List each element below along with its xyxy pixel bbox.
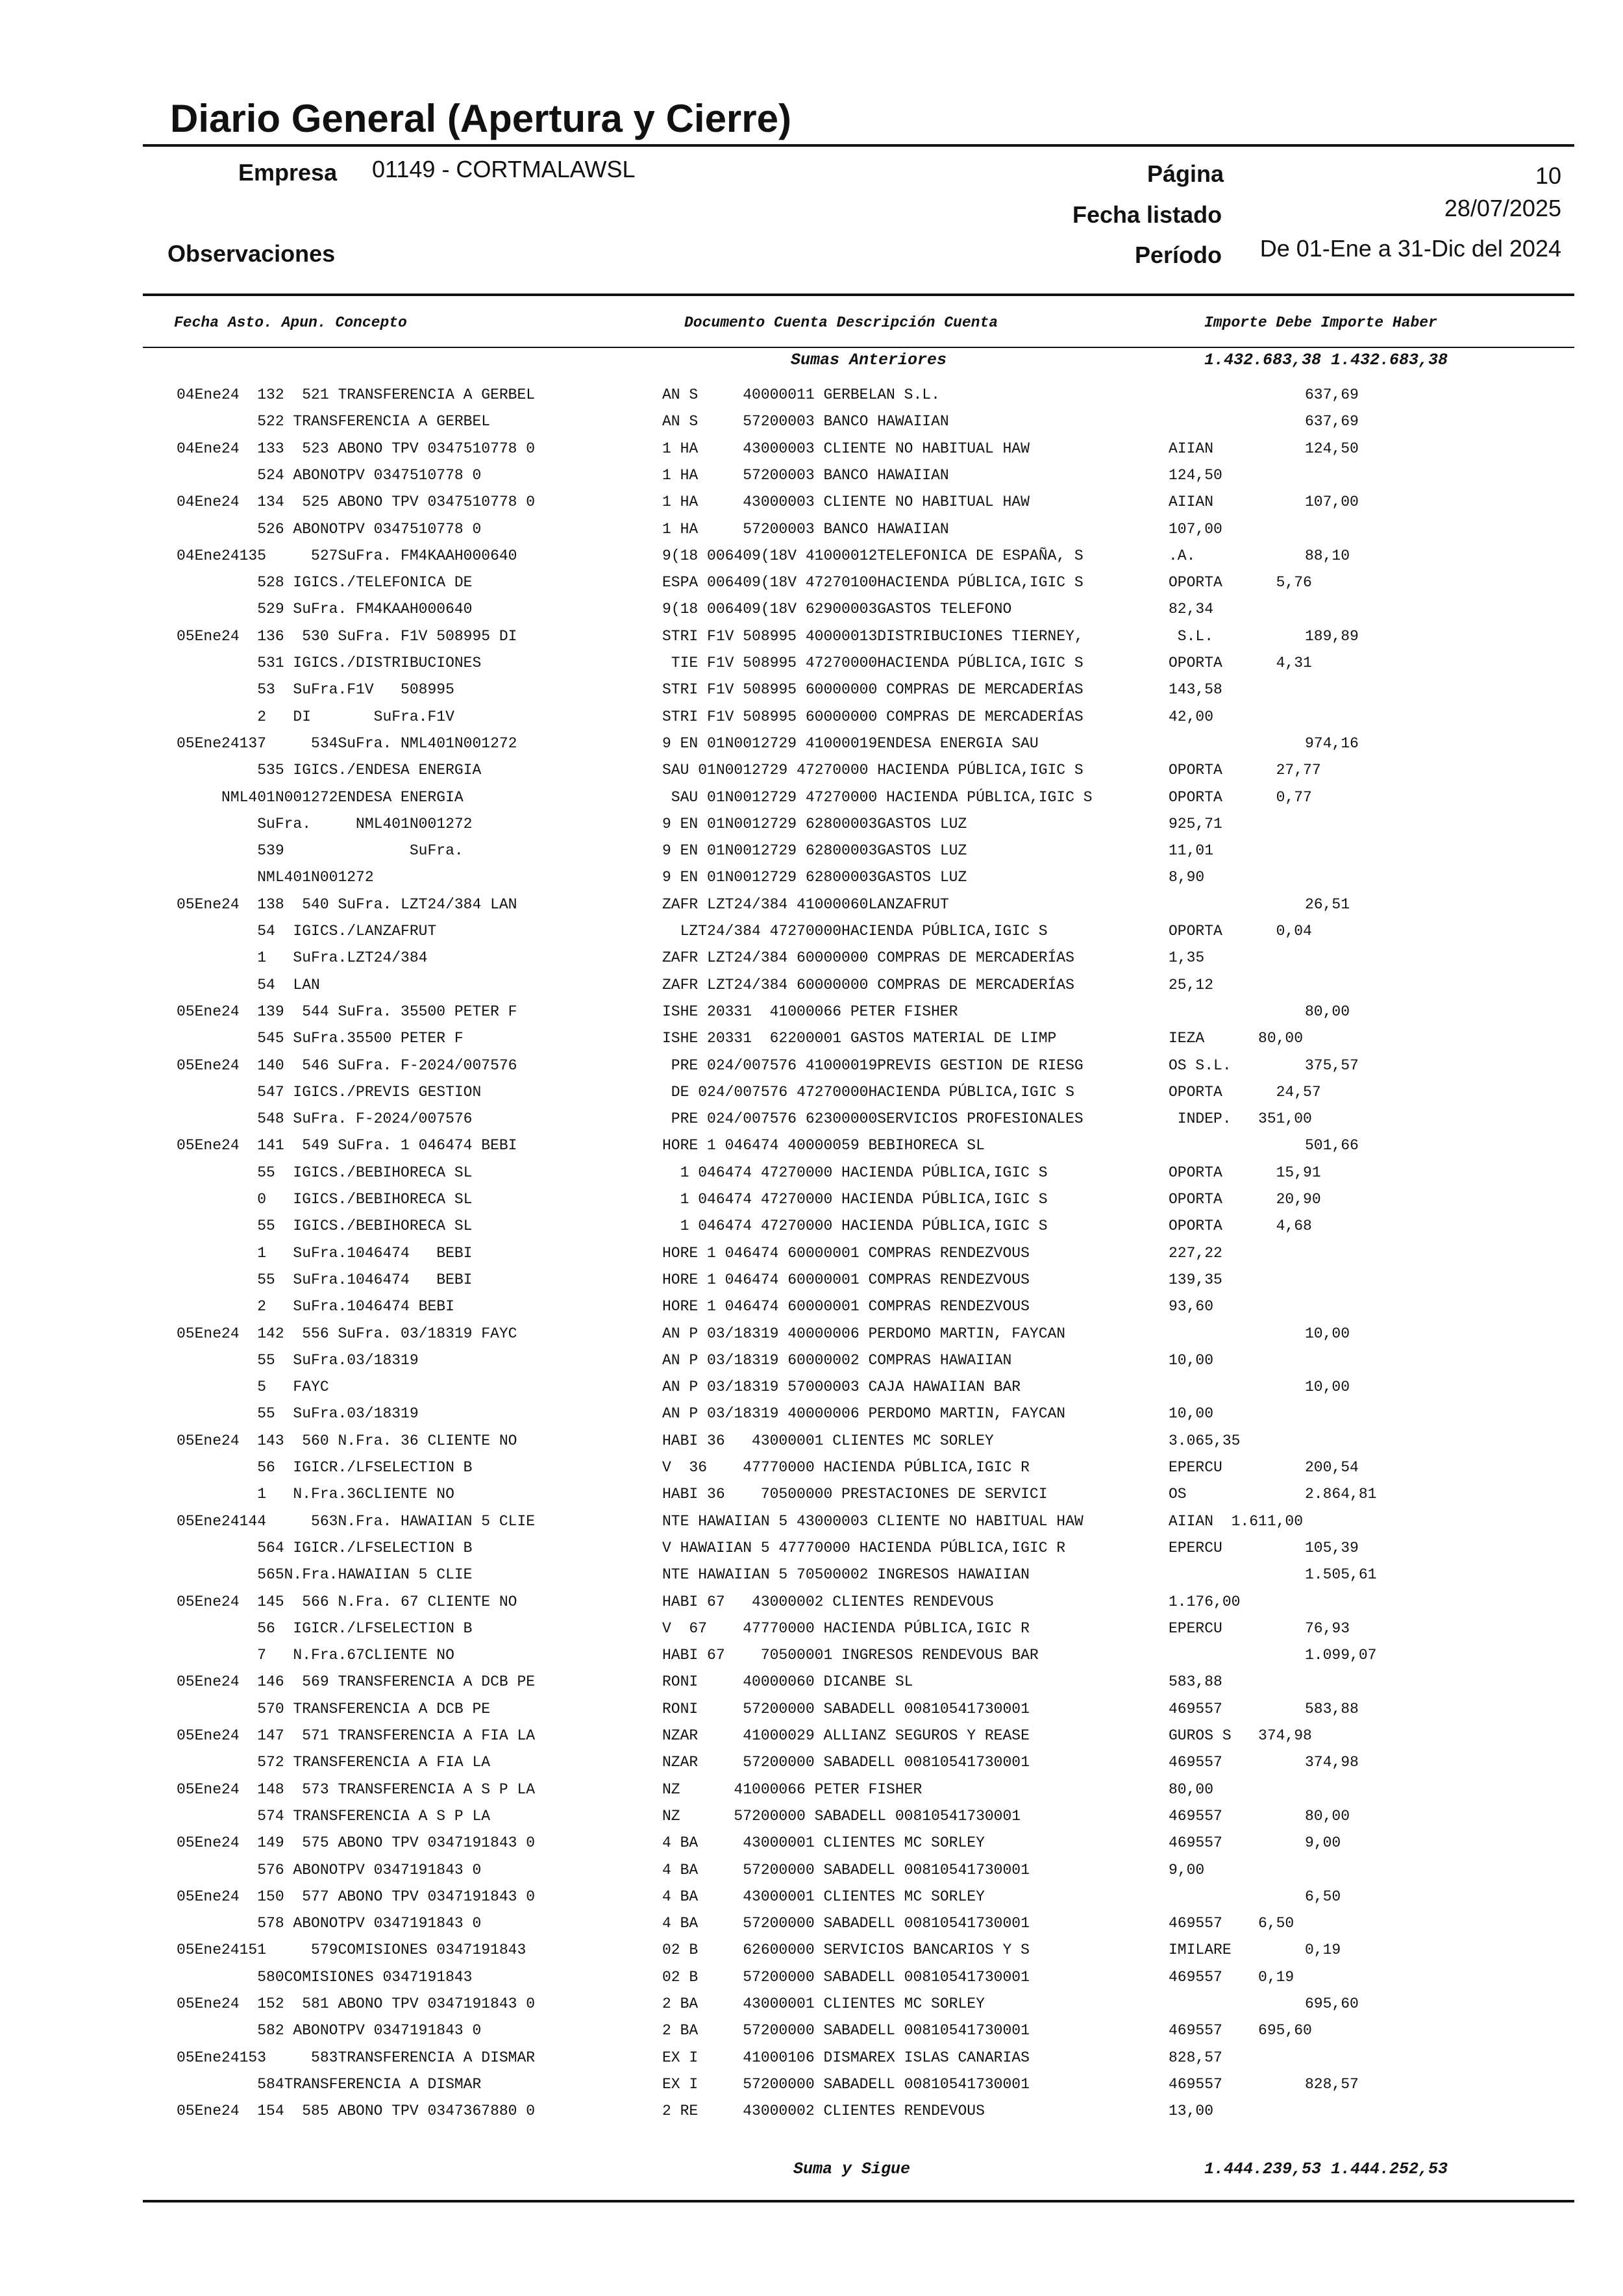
row-concepto: 56 IGICR./LFSELECTION B (177, 1619, 473, 1637)
column-header-left: Fecha Asto. Apun. Concepto (174, 314, 407, 331)
row-importe-haber: 6,50 (1305, 1888, 1341, 1905)
row-concepto: 05Ene24137 534SuFra. NML401N001272 (177, 734, 517, 752)
row-importe-debe: OS S.L. (1169, 1056, 1232, 1074)
table-row (0, 838, 1623, 864)
row-cuenta: SAU 01N0012729 47270000 HACIENDA PÚBLICA,IGIC S (662, 762, 1084, 779)
row-importe-haber: 637,69 (1305, 386, 1359, 403)
row-cuenta: 02 B 62600000 SERVICIOS BANCARIOS Y S (662, 1941, 1030, 1959)
row-concepto: 05Ene24 140 546 SuFra. F-2024/007576 (177, 1056, 517, 1074)
table-row (0, 1132, 1623, 1158)
row-importe-debe: 107,00 (1169, 520, 1222, 538)
table-row (0, 892, 1623, 917)
table-row (0, 489, 1623, 515)
row-cuenta: NTE HAWAIIAN 5 43000003 CLIENTE NO HABITUAL HAW (662, 1512, 1084, 1530)
row-concepto: 55 IGICS./BEBIHORECA SL (177, 1164, 473, 1181)
table-row (0, 1347, 1623, 1373)
table-row (0, 1374, 1623, 1400)
row-concepto: 576 ABONOTPV 0347191843 0 (177, 1861, 482, 1878)
row-importe-debe: INDEP. 351,00 (1169, 1110, 1312, 1128)
row-concepto: 05Ene24 152 581 ABONO TPV 0347191843 0 (177, 1995, 536, 2012)
table-row (0, 945, 1623, 971)
table-row (0, 650, 1623, 676)
row-cuenta: ZAFR LZT24/384 41000060LANZAFRUT (662, 895, 949, 913)
row-cuenta: NZ 57200000 SABADELL 00810541730001 (662, 1807, 1021, 1825)
row-cuenta: 2 BA 57200000 SABADELL 00810541730001 (662, 2022, 1030, 2040)
row-concepto: 5 FAYC (177, 1379, 329, 1396)
row-importe-debe: 583,88 (1169, 1673, 1222, 1691)
row-importe-debe: OPORTA 15,91 (1169, 1164, 1321, 1181)
row-cuenta: NZAR 41000029 ALLIANZ SEGUROS Y REASE (662, 1727, 1030, 1744)
table-row (0, 408, 1623, 434)
row-importe-debe: 42,00 (1169, 708, 1214, 725)
row-importe-debe: 9,00 (1169, 1861, 1205, 1878)
table-row (0, 972, 1623, 998)
row-cuenta: ISHE 20331 41000066 PETER FISHER (662, 1003, 958, 1020)
table-row (0, 1535, 1623, 1561)
row-concepto: 1 N.Fra.36CLIENTE NO (177, 1486, 454, 1503)
row-importe-haber: 974,16 (1305, 734, 1359, 752)
row-cuenta: 1 046474 47270000 HACIENDA PÚBLICA,IGIC S (662, 1191, 1048, 1208)
row-importe-debe: 124,50 (1169, 466, 1222, 484)
row-concepto: 05Ene24 139 544 SuFra. 35500 PETER F (177, 1003, 517, 1020)
row-cuenta: HABI 36 43000001 CLIENTES MC SORLEY (662, 1432, 994, 1449)
table-row (0, 1723, 1623, 1749)
row-importe-debe: 469557 (1169, 1807, 1222, 1825)
table-row (0, 1508, 1623, 1534)
row-concepto: 522 TRANSFERENCIA A GERBEL (177, 413, 491, 430)
row-cuenta: 4 BA 43000001 CLIENTES MC SORLEY (662, 1888, 985, 1905)
suma-y-sigue-label: Suma y Sigue (793, 2160, 911, 2178)
row-concepto: 04Ene24 132 521 TRANSFERENCIA A GERBEL (177, 386, 536, 403)
fecha-listado-label: Fecha listado (1072, 201, 1222, 228)
row-concepto: 524 ABONOTPV 0347510778 0 (177, 466, 482, 484)
row-importe-haber: 0,19 (1305, 1941, 1341, 1959)
row-concepto: NML401N001272ENDESA ENERGIA (177, 788, 464, 806)
row-cuenta: RONI 57200000 SABADELL 00810541730001 (662, 1700, 1030, 1717)
row-importe-haber: 374,98 (1305, 1754, 1359, 1771)
row-concepto: 55 SuFra.03/18319 (177, 1405, 419, 1423)
row-importe-debe: 469557 695,60 (1169, 2022, 1312, 2040)
row-importe-haber: 189,89 (1305, 627, 1359, 645)
row-concepto: 05Ene24 146 569 TRANSFERENCIA A DCB PE (177, 1673, 536, 1691)
row-cuenta: 2 BA 43000001 CLIENTES MC SORLEY (662, 1995, 985, 2012)
row-importe-haber: 107,00 (1305, 493, 1359, 511)
row-importe-debe: 925,71 (1169, 815, 1222, 832)
row-concepto: 54 IGICS./LANZAFRUT (177, 923, 437, 940)
row-concepto: 539 SuFra. (177, 842, 464, 860)
table-row (0, 1964, 1623, 1990)
row-importe-debe: EPERCU (1169, 1459, 1222, 1476)
table-row (0, 516, 1623, 542)
table-row (0, 1401, 1623, 1427)
table-row (0, 1884, 1623, 1910)
row-cuenta: 1 HA 43000003 CLIENTE NO HABITUAL HAW (662, 440, 1030, 457)
table-row (0, 1454, 1623, 1480)
row-concepto: 54 LAN (177, 976, 320, 993)
table-row (0, 1669, 1623, 1695)
table-row (0, 1321, 1623, 1347)
row-concepto: 535 IGICS./ENDESA ENERGIA (177, 762, 482, 779)
row-importe-debe: OPORTA 20,90 (1169, 1191, 1321, 1208)
row-cuenta: AN P 03/18319 60000002 COMPRAS HAWAIIAN (662, 1351, 1012, 1369)
row-importe-debe: 13,00 (1169, 2103, 1214, 2120)
table-row (0, 569, 1623, 595)
table-row (0, 918, 1623, 944)
row-cuenta: 9 EN 01N0012729 41000019ENDESA ENERGIA SAU (662, 734, 1039, 752)
row-importe-haber: 9,00 (1305, 1834, 1341, 1852)
row-cuenta: ISHE 20331 62200001 GASTOS MATERIAL DE LIMP (662, 1030, 1057, 1047)
column-header-middle: Documento Cuenta Descripción Cuenta (684, 314, 998, 331)
row-cuenta: LZT24/384 47270000HACIENDA PÚBLICA,IGIC S (662, 923, 1048, 940)
row-cuenta: EX I 41000106 DISMAREX ISLAS CANARIAS (662, 2049, 1030, 2066)
row-cuenta: 9 EN 01N0012729 62800003GASTOS LUZ (662, 842, 967, 860)
row-cuenta: 9(18 006409(18V 62900003GASTOS TELEFONO (662, 601, 1012, 618)
table-row (0, 757, 1623, 783)
row-importe-debe: 227,22 (1169, 1244, 1222, 1262)
row-importe-debe: 25,12 (1169, 976, 1214, 993)
row-concepto: 55 IGICS./BEBIHORECA SL (177, 1217, 473, 1235)
table-row (0, 1053, 1623, 1079)
table-row (0, 382, 1623, 408)
table-row (0, 704, 1623, 730)
table-row (0, 784, 1623, 810)
row-importe-debe: 3.065,35 (1169, 1432, 1241, 1449)
row-importe-haber: 637,69 (1305, 413, 1359, 430)
column-header-right: Importe Debe Importe Haber (1204, 314, 1437, 331)
row-concepto: 05Ene24 143 560 N.Fra. 36 CLIENTE NO (177, 1432, 517, 1449)
table-row (0, 1186, 1623, 1212)
observaciones-label: Observaciones (167, 240, 336, 267)
row-importe-debe: 10,00 (1169, 1405, 1214, 1423)
row-concepto: 570 TRANSFERENCIA A DCB PE (177, 1700, 491, 1717)
row-cuenta: PRE 024/007576 41000019PREVIS GESTION DE RIESG (662, 1056, 1084, 1074)
row-concepto: 547 IGICS./PREVIS GESTION (177, 1083, 482, 1101)
row-importe-haber: 76,93 (1305, 1619, 1350, 1637)
row-importe-debe: 469557 (1169, 1754, 1222, 1771)
table-row (0, 1991, 1623, 2017)
row-cuenta: HABI 67 70500001 INGRESOS RENDEVOUS BAR (662, 1647, 1039, 1664)
row-cuenta: NTE HAWAIIAN 5 70500002 INGRESOS HAWAIIAN (662, 1566, 1030, 1584)
table-row (0, 1749, 1623, 1775)
row-concepto: 05Ene24 142 556 SuFra. 03/18319 FAYC (177, 1325, 517, 1342)
table-row (0, 1777, 1623, 1803)
row-concepto: 1 SuFra.LZT24/384 (177, 949, 428, 967)
table-row (0, 1910, 1623, 1936)
row-cuenta: HORE 1 046474 60000001 COMPRAS RENDEZVOUS (662, 1271, 1030, 1288)
sumas-anteriores-values: 1.432.683,38 1.432.683,38 (1204, 351, 1448, 369)
row-importe-haber: 501,66 (1305, 1137, 1359, 1154)
row-importe-haber: 828,57 (1305, 2075, 1359, 2093)
table-row (0, 1025, 1623, 1051)
table-row (0, 1803, 1623, 1829)
row-concepto: 04Ene24 134 525 ABONO TPV 0347510778 0 (177, 493, 536, 511)
row-cuenta: 4 BA 57200000 SABADELL 00810541730001 (662, 1915, 1030, 1932)
table-row (0, 1562, 1623, 1588)
row-cuenta: 1 HA 57200003 BANCO HAWAIIAN (662, 520, 949, 538)
table-row (0, 864, 1623, 890)
row-cuenta: HABI 36 70500000 PRESTACIONES DE SERVICI (662, 1486, 1048, 1503)
row-importe-haber: 375,57 (1305, 1056, 1359, 1074)
row-importe-debe: OS (1169, 1486, 1187, 1503)
table-row (0, 1589, 1623, 1615)
table-row (0, 2071, 1623, 2097)
table-row (0, 1696, 1623, 1722)
row-importe-debe: 469557 (1169, 1700, 1222, 1717)
row-concepto: 55 SuFra.03/18319 (177, 1351, 419, 1369)
row-concepto: 05Ene24 138 540 SuFra. LZT24/384 LAN (177, 895, 517, 913)
row-cuenta: NZAR 57200000 SABADELL 00810541730001 (662, 1754, 1030, 1771)
row-importe-debe: OPORTA 0,04 (1169, 923, 1312, 940)
row-importe-debe: AIIAN (1169, 493, 1214, 511)
row-importe-debe: 469557 (1169, 1834, 1222, 1852)
row-cuenta: AN S 57200003 BANCO HAWAIIAN (662, 413, 949, 430)
table-row (0, 543, 1623, 569)
row-cuenta: V HAWAIIAN 5 47770000 HACIENDA PÚBLICA,IGIC R (662, 1539, 1066, 1556)
row-concepto: 545 SuFra.35500 PETER F (177, 1030, 464, 1047)
row-importe-debe: 1,35 (1169, 949, 1205, 967)
row-importe-haber: 105,39 (1305, 1539, 1359, 1556)
row-cuenta: 02 B 57200000 SABADELL 00810541730001 (662, 1968, 1030, 1986)
table-row (0, 1428, 1623, 1454)
row-cuenta: 9(18 006409(18V 41000012TELEFONICA DE ESPAÑA, S (662, 547, 1084, 564)
row-importe-debe: IEZA 80,00 (1169, 1030, 1304, 1047)
periodo-value: De 01-Ene a 31-Dic del 2024 (1259, 235, 1561, 262)
row-importe-debe: IMILARE (1169, 1941, 1232, 1959)
row-cuenta: HORE 1 046474 60000001 COMPRAS RENDEZVOUS (662, 1298, 1030, 1316)
row-importe-haber: 80,00 (1305, 1807, 1350, 1825)
table-row (0, 1830, 1623, 1856)
row-importe-haber: 200,54 (1305, 1459, 1359, 1476)
row-importe-haber: 695,60 (1305, 1995, 1359, 2012)
row-cuenta: ZAFR LZT24/384 60000000 COMPRAS DE MERCADERÍAS (662, 949, 1074, 967)
row-concepto: 580COMISIONES 0347191843 (177, 1968, 473, 1986)
table-row (0, 2017, 1623, 2043)
table-row (0, 1616, 1623, 1641)
row-cuenta: V 67 47770000 HACIENDA PÚBLICA,IGIC R (662, 1619, 1030, 1637)
row-cuenta: HORE 1 046474 60000001 COMPRAS RENDEZVOUS (662, 1244, 1030, 1262)
row-importe-debe: 8,90 (1169, 869, 1205, 886)
row-concepto: 05Ene24144 563N.Fra. HAWAIIAN 5 CLIE (177, 1512, 536, 1530)
table-row (0, 811, 1623, 837)
row-importe-haber: 88,10 (1305, 547, 1350, 564)
row-cuenta: NZ 41000066 PETER FISHER (662, 1780, 923, 1798)
table-row (0, 677, 1623, 703)
row-concepto: 56 IGICR./LFSELECTION B (177, 1459, 473, 1476)
row-importe-debe: OPORTA 27,77 (1169, 762, 1321, 779)
row-cuenta: AN S 40000011 GERBELAN S.L. (662, 386, 940, 403)
row-concepto: 55 SuFra.1046474 BEBI (177, 1271, 473, 1288)
pagina-value: 10 (1535, 162, 1561, 189)
row-importe-debe: 139,35 (1169, 1271, 1222, 1288)
row-concepto: SuFra. NML401N001272 (177, 815, 473, 832)
row-cuenta: 1 046474 47270000 HACIENDA PÚBLICA,IGIC S (662, 1164, 1048, 1181)
row-concepto: 05Ene24 148 573 TRANSFERENCIA A S P LA (177, 1780, 536, 1798)
row-importe-debe: 143,58 (1169, 681, 1222, 699)
row-concepto: 05Ene24 150 577 ABONO TPV 0347191843 0 (177, 1888, 536, 1905)
row-concepto: 572 TRANSFERENCIA A FIA LA (177, 1754, 491, 1771)
table-row (0, 1160, 1623, 1186)
fecha-listado-value: 28/07/2025 (1444, 195, 1561, 221)
row-concepto: 05Ene24153 583TRANSFERENCIA A DISMAR (177, 2049, 536, 2066)
row-concepto: 528 IGICS./TELEFONICA DE (177, 574, 473, 592)
suma-y-sigue-values: 1.444.239,53 1.444.252,53 (1204, 2160, 1448, 2178)
table-row (0, 1857, 1623, 1883)
row-importe-haber: 26,51 (1305, 895, 1350, 913)
table-row (0, 1642, 1623, 1668)
row-importe-debe: 828,57 (1169, 2049, 1222, 2066)
row-concepto: 1 SuFra.1046474 BEBI (177, 1244, 473, 1262)
row-importe-debe: 80,00 (1169, 1780, 1214, 1798)
row-importe-debe: OPORTA 0,77 (1169, 788, 1312, 806)
row-cuenta: 9 EN 01N0012729 62800003GASTOS LUZ (662, 869, 967, 886)
row-cuenta: AN P 03/18319 40000006 PERDOMO MARTIN, FAYCAN (662, 1325, 1066, 1342)
row-concepto: 05Ene24 149 575 ABONO TPV 0347191843 0 (177, 1834, 536, 1852)
row-importe-debe: 82,34 (1169, 601, 1214, 618)
row-importe-debe: 469557 (1169, 2075, 1222, 2093)
row-cuenta: DE 024/007576 47270000HACIENDA PÚBLICA,IGIC S (662, 1083, 1074, 1101)
row-concepto: 05Ene24 145 566 N.Fra. 67 CLIENTE NO (177, 1593, 517, 1610)
row-importe-debe: 469557 6,50 (1169, 1915, 1295, 1932)
table-row (0, 596, 1623, 622)
row-concepto: 582 ABONOTPV 0347191843 0 (177, 2022, 482, 2040)
row-importe-debe: EPERCU (1169, 1539, 1222, 1556)
row-importe-debe: 469557 0,19 (1169, 1968, 1295, 1986)
row-concepto: 05Ene24 141 549 SuFra. 1 046474 BEBI (177, 1137, 517, 1154)
footer-rule (143, 2200, 1574, 2202)
row-importe-debe: .A. (1169, 547, 1196, 564)
row-cuenta: V 36 47770000 HACIENDA PÚBLICA,IGIC R (662, 1459, 1030, 1476)
table-row (0, 1240, 1623, 1266)
row-concepto: 04Ene24135 527SuFra. FM4KAAH000640 (177, 547, 517, 564)
row-importe-debe: 1.176,00 (1169, 1593, 1241, 1610)
row-concepto: 526 ABONOTPV 0347510778 0 (177, 520, 482, 538)
table-row (0, 623, 1623, 649)
table-row (0, 1267, 1623, 1293)
row-cuenta: SAU 01N0012729 47270000 HACIENDA PÚBLICA,IGIC S (662, 788, 1093, 806)
row-cuenta: 1 HA 43000003 CLIENTE NO HABITUAL HAW (662, 493, 1030, 511)
table-row (0, 2098, 1623, 2124)
row-cuenta: 1 046474 47270000 HACIENDA PÚBLICA,IGIC S (662, 1217, 1048, 1235)
row-importe-haber: 2.864,81 (1305, 1486, 1377, 1503)
table-row (0, 1937, 1623, 1963)
row-cuenta: 2 RE 43000002 CLIENTES RENDEVOUS (662, 2103, 985, 2120)
table-row (0, 462, 1623, 488)
row-importe-haber: 124,50 (1305, 440, 1359, 457)
row-concepto: 564 IGICR./LFSELECTION B (177, 1539, 473, 1556)
row-cuenta: PRE 024/007576 62300000SERVICIOS PROFESIONALES (662, 1110, 1084, 1128)
table-row (0, 1106, 1623, 1132)
table-row (0, 1213, 1623, 1239)
table-row (0, 730, 1623, 756)
row-importe-debe: AIIAN (1169, 440, 1214, 457)
row-importe-debe: EPERCU (1169, 1619, 1222, 1637)
row-cuenta: EX I 57200000 SABADELL 00810541730001 (662, 2075, 1030, 2093)
row-concepto: NML401N001272 (177, 869, 374, 886)
row-importe-haber: 10,00 (1305, 1379, 1350, 1396)
row-importe-debe: OPORTA 4,68 (1169, 1217, 1312, 1235)
row-concepto: 584TRANSFERENCIA A DISMAR (177, 2075, 482, 2093)
row-cuenta: ESPA 006409(18V 47270100HACIENDA PÚBLICA,IGIC S (662, 574, 1084, 592)
row-cuenta: STRI F1V 508995 60000000 COMPRAS DE MERCADERÍAS (662, 708, 1084, 725)
row-cuenta: 4 BA 57200000 SABADELL 00810541730001 (662, 1861, 1030, 1878)
row-concepto: 05Ene24 136 530 SuFra. F1V 508995 DI (177, 627, 517, 645)
row-importe-debe: GUROS S 374,98 (1169, 1727, 1312, 1744)
row-cuenta: HABI 67 43000002 CLIENTES RENDEVOUS (662, 1593, 994, 1610)
row-concepto: 53 SuFra.F1V 508995 (177, 681, 454, 699)
row-importe-haber: 1.505,61 (1305, 1566, 1377, 1584)
row-concepto: 2 SuFra.1046474 BEBI (177, 1298, 454, 1316)
row-concepto: 7 N.Fra.67CLIENTE NO (177, 1647, 454, 1664)
sumas-anteriores-label: Sumas Anteriores (791, 351, 947, 369)
table-row (0, 1293, 1623, 1319)
row-importe-debe: 10,00 (1169, 1351, 1214, 1369)
row-cuenta: TIE F1V 508995 47270000HACIENDA PÚBLICA,IGIC S (662, 655, 1084, 671)
row-concepto: 05Ene24 154 585 ABONO TPV 0347367880 0 (177, 2103, 536, 2120)
row-concepto: 05Ene24151 579COMISIONES 0347191843 (177, 1941, 527, 1959)
row-concepto: 531 IGICS./DISTRIBUCIONES (177, 655, 482, 671)
row-concepto: 04Ene24 133 523 ABONO TPV 0347510778 0 (177, 440, 536, 457)
row-concepto: 565N.Fra.HAWAIIAN 5 CLIE (177, 1566, 473, 1584)
row-importe-debe: OPORTA 24,57 (1169, 1083, 1321, 1101)
table-row (0, 1481, 1623, 1507)
row-cuenta: HORE 1 046474 40000059 BEBIHORECA SL (662, 1137, 985, 1154)
row-importe-debe: OPORTA 5,76 (1169, 574, 1312, 592)
row-importe-debe: 11,01 (1169, 842, 1214, 860)
row-concepto: 2 DI SuFra.F1V (177, 708, 454, 725)
row-concepto: 578 ABONOTPV 0347191843 0 (177, 1915, 482, 1932)
page-title: Diario General (Apertura y Cierre) (170, 97, 791, 140)
row-concepto: 548 SuFra. F-2024/007576 (177, 1110, 473, 1128)
row-importe-haber: 583,88 (1305, 1700, 1359, 1717)
row-importe-debe: S.L. (1169, 627, 1214, 645)
periodo-label: Período (1135, 242, 1222, 268)
row-importe-haber: 10,00 (1305, 1325, 1350, 1342)
row-concepto: 529 SuFra. FM4KAAH000640 (177, 601, 473, 618)
row-cuenta: AN P 03/18319 57000003 CAJA HAWAIIAN BAR (662, 1379, 1021, 1396)
table-row (0, 436, 1623, 462)
row-cuenta: 9 EN 01N0012729 62800003GASTOS LUZ (662, 815, 967, 832)
row-concepto: 0 IGICS./BEBIHORECA SL (177, 1191, 473, 1208)
row-cuenta: 1 HA 57200003 BANCO HAWAIIAN (662, 466, 949, 484)
row-importe-haber: 80,00 (1305, 1003, 1350, 1020)
row-cuenta: RONI 40000060 DICANBE SL (662, 1673, 913, 1691)
row-importe-debe: OPORTA 4,31 (1169, 655, 1312, 671)
empresa-value: 01149 - CORTMALAWSL (372, 156, 636, 182)
row-concepto: 05Ene24 147 571 TRANSFERENCIA A FIA LA (177, 1727, 536, 1744)
row-cuenta: AN P 03/18319 40000006 PERDOMO MARTIN, FAYCAN (662, 1405, 1066, 1423)
row-cuenta: 4 BA 43000001 CLIENTES MC SORLEY (662, 1834, 985, 1852)
row-cuenta: STRI F1V 508995 60000000 COMPRAS DE MERCADERÍAS (662, 681, 1084, 699)
table-row (0, 2045, 1623, 2071)
row-cuenta: ZAFR LZT24/384 60000000 COMPRAS DE MERCADERÍAS (662, 976, 1074, 993)
row-importe-debe: 93,60 (1169, 1298, 1214, 1316)
row-importe-haber: 1.099,07 (1305, 1647, 1377, 1664)
table-row (0, 999, 1623, 1025)
empresa-label: Empresa (238, 159, 338, 186)
row-concepto: 574 TRANSFERENCIA A S P LA (177, 1807, 491, 1825)
pagina-label: Página (1147, 160, 1224, 187)
row-importe-debe: AIIAN 1.611,00 (1169, 1512, 1304, 1530)
table-row (0, 1079, 1623, 1105)
row-cuenta: STRI F1V 508995 40000013DISTRIBUCIONES TIERNEY, (662, 627, 1084, 645)
